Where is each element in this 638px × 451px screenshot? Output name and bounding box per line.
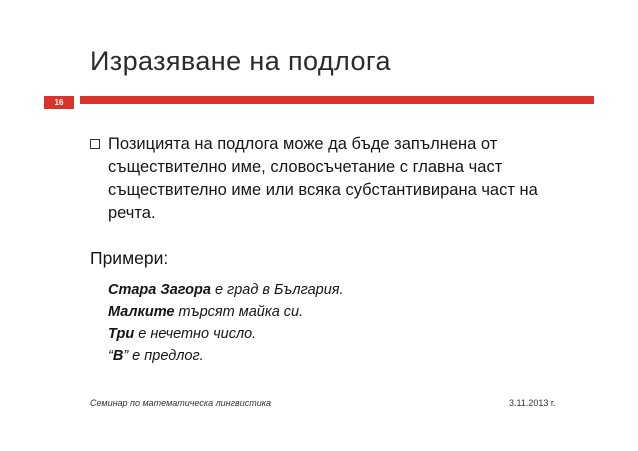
example-rest: ” е предлог. [123, 348, 204, 364]
examples-list [108, 279, 528, 367]
footer-course: Семинар по математическа лингвистика [90, 398, 272, 408]
example-line [108, 323, 528, 345]
slide-title: Изразяване на подлога [90, 46, 391, 76]
slide-number: 16 [44, 96, 74, 109]
example-subject: Малките [108, 304, 175, 320]
example-rest: е нечетно число. [134, 326, 257, 342]
example-line [108, 345, 528, 367]
example-subject: В [112, 348, 124, 364]
examples-label: Примери: [90, 248, 169, 268]
example-prefix: “ [108, 348, 113, 364]
title-divider [80, 96, 594, 104]
example-rest: търсят майка си. [174, 304, 304, 320]
square-bullet-icon [90, 139, 100, 149]
example-subject: Стара Загора [108, 282, 211, 298]
footer-date: 3.11.2013 г. [509, 398, 556, 408]
example-line [108, 301, 528, 323]
example-line [108, 279, 528, 301]
example-rest: е град в България. [210, 282, 344, 298]
bullet-text: Позицията на подлога може да бъде запълнена от съществително име, словосъчетание с главна част съществително име или всяка субстантивирана част на речта. [108, 135, 538, 222]
example-subject: Три [108, 326, 135, 342]
